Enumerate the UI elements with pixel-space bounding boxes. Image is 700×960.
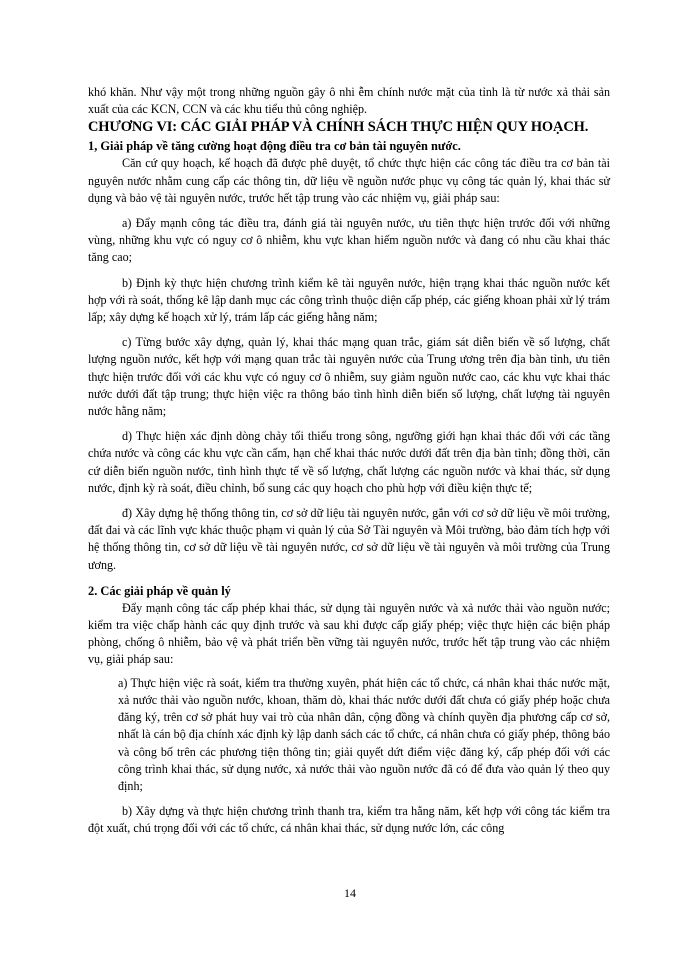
section-1-lead: Căn cứ quy hoạch, kế hoạch đã được phê duyệt, tổ chức thực hiện các công tác điều tra cơ bản tài nguyên nước nhằm cung cấp các thông tin, dữ liệu về nguồn nước phục vụ công tác quản lý, khai thác sử dụng và bảo vệ tài nguyên nước, trước hết tập trung vào các nhiệm vụ, giải pháp sau:	[88, 156, 610, 205]
section-2-heading: 2. Các giải pháp về quản lý	[88, 583, 231, 598]
section-1-item-dd: đ) Xây dựng hệ thống thông tin, cơ sở dữ liệu tài nguyên nước, gắn với cơ sở dữ liệu về môi trường, đất đai và các lĩnh vực khác thuộc phạm vi quản lý của Sở Tài nguyên và Môi trường, bảo đảm tích hợp với hệ thống thông tin, cơ sở dữ liệu về tài nguyên nước, cơ sở dữ liệu về tài nguyên và môi trường của Trung ương.	[88, 506, 610, 572]
section-1-item-c: c) Từng bước xây dựng, quản lý, khai thác mạng quan trắc, giám sát diễn biến về số lượng, chất lượng nguồn nước, kết hợp với mạng quan trắc tài nguyên nước của Trung ương trên địa bàn tỉnh, ưu tiên thực hiện trước đối với các khu vực có nguy cơ ô nhiễm, suy giảm nguồn nước cao, các khu vực khai thác nước dưới đất tập trung; thực hiện việc ra thông báo tình hình diễn biến số lượng, chất lượng tài nguyên nước hằng năm;	[88, 335, 610, 419]
page-number: 14	[344, 886, 356, 900]
section-2-lead: Đẩy mạnh công tác cấp phép khai thác, sử dụng tài nguyên nước và xả nước thải vào nguồn nước; kiểm tra việc chấp hành các quy định trước và sau khi được cấp giấy phép; việc thực hiện các biện pháp phòng, chống ô nhiễm, bảo vệ và phát triển bền vững tài nguyên nước, trước hết tập trung vào các nhiệm vụ, giải pháp sau:	[88, 600, 610, 667]
section-1-item-b: b) Định kỳ thực hiện chương trình kiểm kê tài nguyên nước, hiện trạng khai thác nguồn nước kết hợp với rà soát, thống kê lập danh mục các công trình thuộc diện cấp phép, các giếng khoan phải xử lý trám lấp; xây dựng kế hoạch xử lý, trám lấp các giếng hằng năm;	[88, 275, 610, 325]
section-1-item-d: d) Thực hiện xác định dòng chảy tối thiểu trong sông, ngưỡng giới hạn khai thác đối với các tầng chứa nước và công các khu vực cần cấm, hạn chế khai thác nước dưới đất trên địa bàn tỉnh; đồng thời, căn cứ diễn biến nguồn nước, tình hình thực tế về số lượng, chất lượng các nguồn nước và khai thác, sử dụng nước, định kỳ rà soát, điều chỉnh, bổ sung các quy hoạch cho phù hợp với điều kiện thực tế;	[88, 429, 610, 495]
section-1-heading: 1, Giải pháp về tăng cường hoạt động điều tra cơ bản tài nguyên nước.	[88, 139, 461, 154]
chapter-title: CHƯƠNG VI: CÁC GIẢI PHÁP VÀ CHÍNH SÁCH THỰC HIỆN QUY HOẠCH.	[88, 119, 589, 136]
intro-paragraph: khó khăn. Như vậy một trong những nguồn gây ô nhi ễm chính nước mặt của tỉnh là từ nước xả thải sản xuất của các KCN, CCN và các khu tiểu thủ công nghiệp.	[88, 85, 610, 117]
section-2-item-b: b) Xây dựng và thực hiện chương trình thanh tra, kiểm tra hằng năm, kết hợp với công tác kiểm tra đột xuất, chú trọng đối với các tổ chức, cá nhân khai thác, sử dụng nước lớn, các công	[88, 804, 610, 836]
section-1-item-a: a) Đẩy mạnh công tác điều tra, đánh giá tài nguyên nước, ưu tiên thực hiện trước đối với những vùng, những khu vực có nguy cơ ô nhiễm, khu vực khan hiếm nguồn nước và đang có nhu cầu khai thác tăng cao;	[88, 216, 610, 265]
section-2-item-a: a) Thực hiện việc rà soát, kiểm tra thường xuyên, phát hiện các tổ chức, cá nhân khai thác nước mặt, xả nước thải vào nguồn nước, khoan, thăm dò, khai thác nước dưới đất chưa có giấy phép hoặc chưa đăng ký, trên cơ sở phát huy vai trò của nhân dân, cộng đồng và chính quyền địa phương cấp cơ sở, nhất là cán bộ địa chính xác định kỳ lập danh sách các tổ chức, cá nhân chưa có giấy phép, thông báo và công bố trên các phương tiện thông tin; giải quyết dứt điểm việc đăng ký, cấp phép đối với các công trình khai thác, sử dụng nước, xả nước thải vào nguồn nước đã có để đưa vào quản lý theo quy định;	[118, 675, 610, 793]
section-2-item-a-block	[88, 675, 610, 795]
